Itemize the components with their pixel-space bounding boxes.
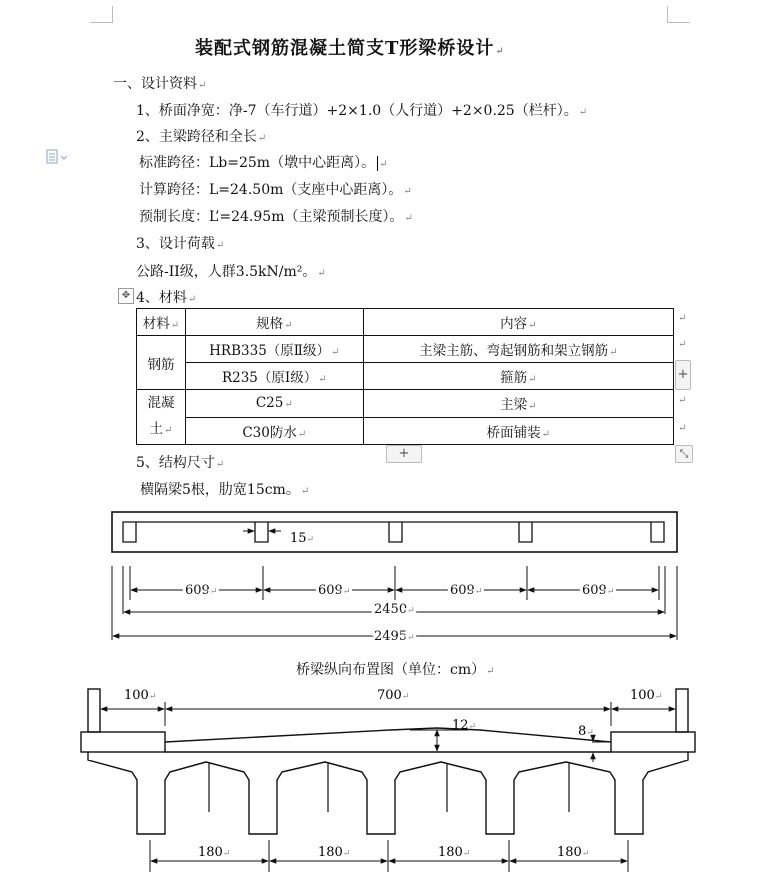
document-title (195, 34, 505, 60)
paragraph-mark: ↵ (495, 46, 505, 57)
paragraph-mark: ↵ (528, 374, 537, 385)
paragraph-mark: ↵ (318, 374, 327, 385)
cross-section-outline (81, 689, 695, 834)
paragraph-mark: ↵ (486, 666, 495, 677)
item-span-heading (136, 126, 266, 146)
cell-text: 箍筋 (500, 370, 528, 386)
table-cell[interactable] (363, 417, 673, 445)
sidewalk-left-label: 100↵ (124, 688, 157, 703)
table-header-cell[interactable] (185, 309, 363, 336)
diaphragm-lines (209, 763, 569, 812)
cell-text: 主梁主筋、弯起钢筋和架立钢筋 (419, 343, 609, 359)
bridge-plan-diagram (0, 505, 784, 645)
item-text: 标准跨径：Lb=25m（墩中心距离）。 (139, 155, 376, 171)
row-end-mark: ↵ (678, 339, 687, 350)
spacing-label: 609↵ (450, 583, 483, 598)
table-cell[interactable] (363, 336, 673, 363)
sidewalk-right-label: 100↵ (630, 688, 663, 703)
item-design-load (136, 233, 224, 253)
cell-text: 材料 (142, 316, 170, 332)
edge-label: 8↵ (578, 724, 594, 739)
paragraph-mark: ↵ (187, 294, 197, 305)
item-text: 2、主梁跨径和全长 (136, 129, 257, 145)
row-end-mark: ↵ (678, 313, 687, 324)
item-text: 预制长度：L’=24.95m（主梁预制长度）。 (139, 209, 404, 225)
load-spec (136, 261, 326, 281)
paragraph-mark: ↵ (578, 107, 588, 118)
paragraph-mark: ↵ (297, 428, 307, 440)
paragraph-mark: ↵ (198, 80, 207, 91)
cell-text: 桥面铺装 (486, 424, 541, 441)
beam-spacing-label: 180↵ (318, 845, 351, 860)
table-group-cell-rebar[interactable] (137, 336, 186, 390)
caption-text: 桥梁纵向布置图（单位：cm） (296, 662, 486, 678)
diaphragm-spec (140, 479, 309, 499)
total-length-label: 2495↵ (374, 629, 415, 644)
table-cell[interactable] (185, 417, 363, 445)
table-cell[interactable] (185, 363, 363, 390)
table-row (137, 390, 674, 418)
paragraph-mark: ↵ (284, 320, 293, 331)
crown-label: 12↵ (452, 718, 477, 733)
paragraph-mark: ↵ (403, 186, 412, 197)
paragraph-mark: ↵ (215, 459, 225, 470)
paragraph-mark: ↵ (528, 320, 537, 331)
top-dimensions (100, 702, 676, 730)
document-icon[interactable] (46, 149, 68, 169)
title-text: 装配式钢筋混凝土简支T形梁桥设计 (195, 38, 495, 59)
beam-plan-outline (112, 512, 677, 552)
paragraph-mark: ↵ (404, 213, 413, 224)
spacing-label: 609↵ (318, 583, 351, 598)
paragraph-mark: ↵ (609, 347, 618, 358)
paragraph-mark: ↵ (257, 133, 267, 144)
beam-spacing-label: 180↵ (557, 845, 590, 860)
item-text: 5、结构尺寸 (136, 455, 215, 471)
item-materials (136, 287, 196, 307)
table-header-cell[interactable] (137, 309, 186, 336)
table-group-cell-concrete[interactable] (137, 390, 186, 445)
paragraph-mark: ↵ (215, 240, 225, 251)
table-cell[interactable] (185, 390, 363, 418)
cell-text: R235（原Ⅰ级） (221, 370, 318, 386)
row-end-mark: ↵ (678, 395, 687, 406)
table-move-handle[interactable]: ✥ (118, 288, 134, 304)
row-end-mark: ↵ (678, 423, 687, 434)
section-heading-design-data (113, 73, 206, 93)
calc-span-label: 2450↵ (374, 602, 415, 617)
item-text: 公路-II级，人群3.5kN/m²。 (136, 264, 317, 280)
table-cell[interactable] (185, 336, 363, 363)
cell-text: 规格 (256, 316, 284, 332)
paragraph-mark: ↵ (541, 428, 550, 440)
cell-text: 主梁 (500, 397, 528, 414)
paragraph-mark: ↵ (300, 486, 310, 497)
paragraph-mark: ↵ (330, 347, 340, 358)
item-structure-dimensions (136, 452, 224, 472)
item-text: 计算跨径：L=24.50m（支座中心距离）。 (139, 182, 403, 198)
item-text: 横隔梁5根，肋宽15cm。 (140, 482, 300, 498)
cell-text: 土 (149, 421, 163, 437)
crop-mark-top-right (667, 6, 690, 23)
table-row (137, 363, 674, 390)
paragraph-mark: ↵ (284, 399, 293, 411)
table-cell[interactable] (363, 390, 673, 418)
crop-mark-top-left (90, 6, 113, 23)
add-row-button[interactable]: + (386, 445, 422, 463)
paragraph-mark: ↵ (170, 320, 180, 331)
plan-diagram-caption (296, 659, 495, 679)
item-deck-width (136, 100, 587, 120)
item-text: 1、桥面净宽：净-7（车行道）+2×1.0（人行道）+2×0.25（栏杆）。 (136, 103, 578, 119)
section-heading-text: 一、设计资料 (113, 76, 197, 92)
cell-text: C30防水 (242, 424, 297, 441)
paragraph-mark: ↵ (164, 425, 173, 436)
table-resize-handle[interactable]: ⤡ (675, 445, 693, 463)
calculated-span (139, 179, 412, 199)
cell-text: 内容 (500, 316, 528, 332)
standard-span (139, 152, 387, 172)
beam-spacing-label: 180↵ (438, 845, 471, 860)
rib-width-label: 15↵ (290, 531, 315, 546)
carriageway-label: 700↵ (377, 688, 410, 703)
paragraph-mark: ↵ (317, 268, 326, 279)
item-text: 3、设计荷载 (136, 236, 215, 252)
diaphragm-ribs (123, 522, 664, 542)
table-header-cell[interactable] (363, 309, 673, 336)
table-row (137, 336, 674, 363)
table-cell[interactable] (363, 363, 673, 390)
paragraph-mark: ↵ (379, 159, 388, 170)
add-column-button[interactable]: + (675, 360, 691, 390)
cell-text: 钢筋 (147, 356, 175, 373)
cell-text: C25 (255, 395, 284, 412)
paragraph-mark: ↵ (528, 401, 537, 413)
spacing-label: 609↵ (185, 583, 218, 598)
spacing-label: 609↵ (582, 583, 615, 598)
cell-text: 混凝 (147, 395, 175, 411)
bridge-cross-section-diagram (0, 680, 784, 875)
materials-table (136, 308, 674, 445)
text-cursor (377, 156, 378, 171)
item-text: 4、材料 (136, 290, 187, 306)
table-header-row (137, 309, 674, 336)
cell-text: HRB335（原Ⅱ级） (209, 343, 330, 359)
beam-spacing-label: 180↵ (198, 845, 231, 860)
table-row (137, 417, 674, 445)
precast-length (139, 206, 413, 226)
